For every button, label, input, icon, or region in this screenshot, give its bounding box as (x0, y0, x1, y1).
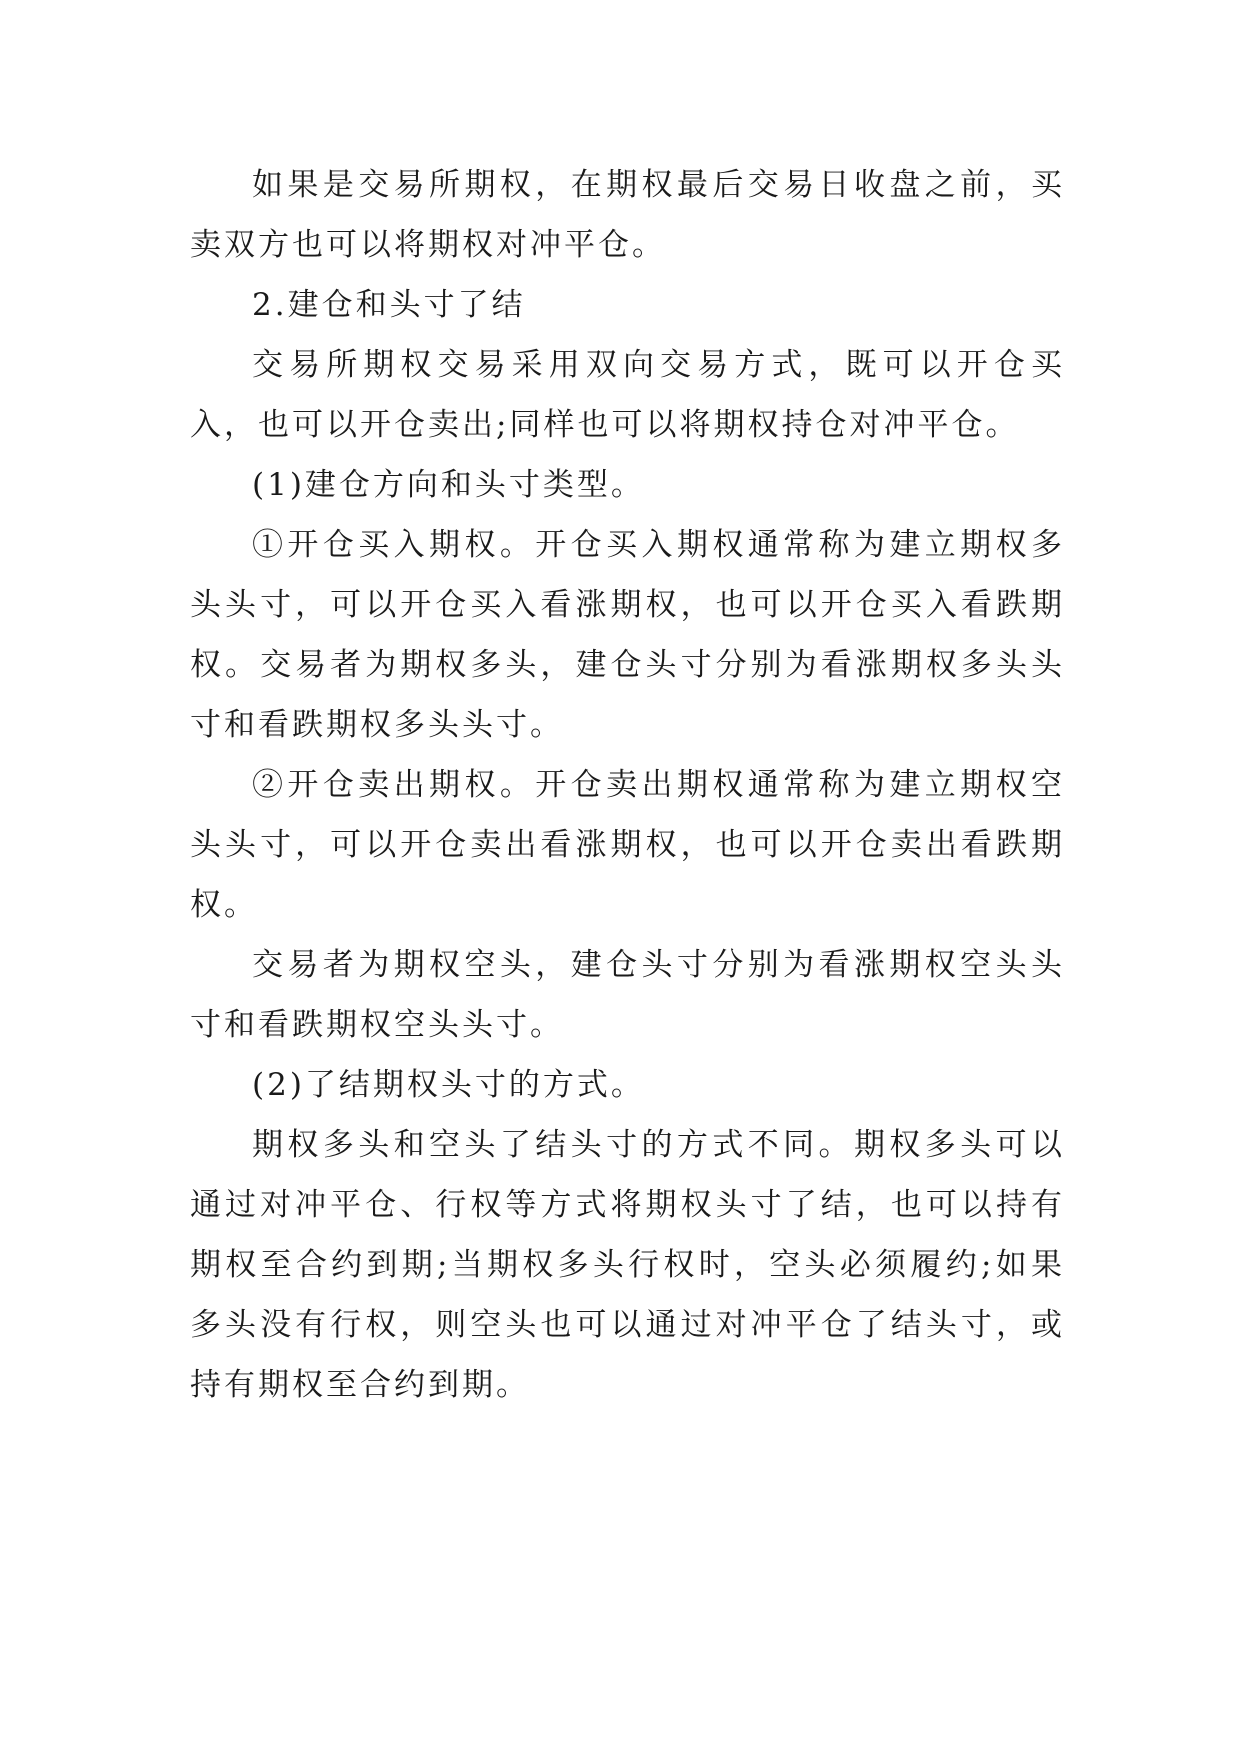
paragraph-short-positions: 交易者为期权空头，建仓头寸分别为看涨期权空头头寸和看跌期权空头头寸。 (190, 947, 1065, 1043)
paragraph-closing-long-short: 期权多头和空头了结头寸的方式不同。期权多头可以通过对冲平仓、行权等方式将期权头寸了结，也可以持有期权至合约到期;当期权多头行权时，空头必须履约;如果多头没有行权，则空头也可以通过对冲平仓了结头寸，或持有期权至合约到期。 (190, 1127, 1065, 1403)
paragraph-sell-to-open: ②开仓卖出期权。开仓卖出期权通常称为建立期权空头头寸，可以开仓卖出看涨期权，也可以开仓卖出看跌期权。 (190, 767, 1065, 923)
document-body (190, 155, 1065, 1415)
paragraph-exchange-option-offset: 如果是交易所期权，在期权最后交易日收盘之前，买卖双方也可以将期权对冲平仓。 (190, 167, 1065, 263)
section-heading-position-open-close: 2.建仓和头寸了结 (252, 287, 526, 323)
paragraph-two-way-trading: 交易所期权交易采用双向交易方式，既可以开仓买入，也可以开仓卖出;同样也可以将期权持仓对冲平仓。 (190, 347, 1065, 443)
subheading-direction-and-types: (1)建仓方向和头寸类型。 (252, 467, 645, 503)
subheading-closing-methods: (2)了结期权头寸的方式。 (252, 1067, 645, 1103)
paragraph-buy-to-open: ①开仓买入期权。开仓买入期权通常称为建立期权多头头寸，可以开仓买入看涨期权，也可以开仓买入看跌期权。交易者为期权多头，建仓头寸分别为看涨期权多头头寸和看跌期权多头头寸。 (190, 527, 1065, 743)
